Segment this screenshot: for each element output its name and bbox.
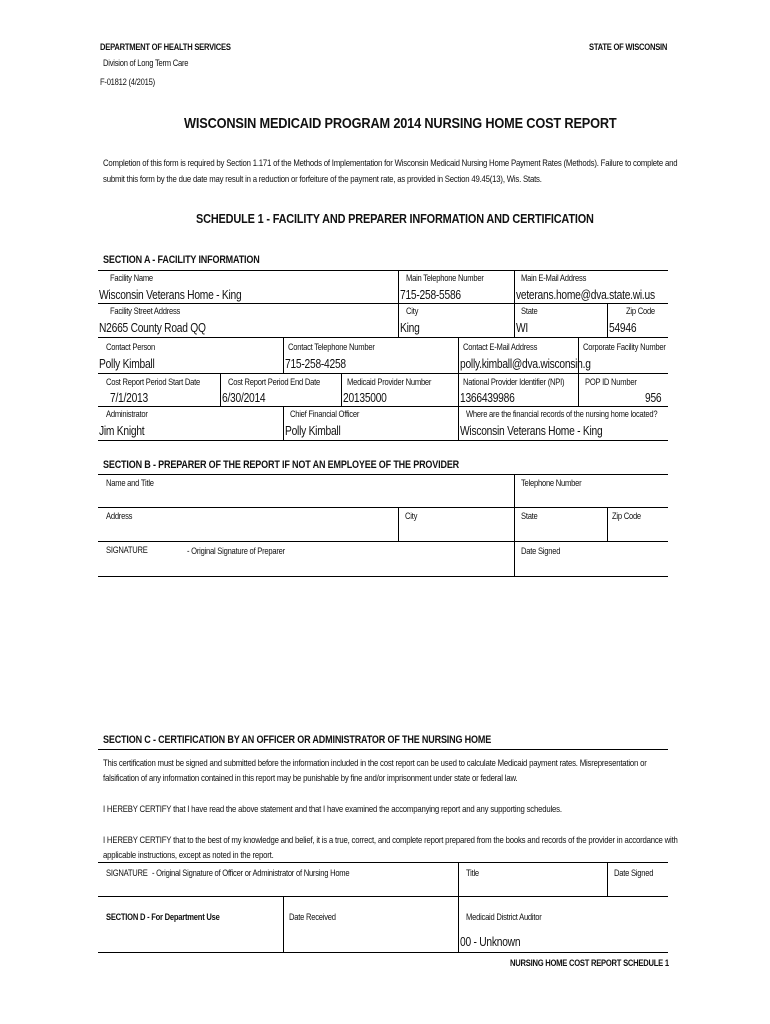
row-rule (98, 440, 668, 441)
divider (607, 862, 608, 896)
preparer-date-label: Date Signed (521, 546, 561, 557)
records-location-field[interactable]: Wisconsin Veterans Home - King (460, 424, 603, 438)
contact-phone-field[interactable]: 715-258-4258 (285, 357, 346, 371)
preparer-city-label: City (405, 511, 418, 522)
divider (458, 337, 459, 406)
row-rule (98, 507, 668, 508)
medicaid-number-field[interactable]: 20135000 (343, 391, 387, 405)
divider (283, 337, 284, 374)
divider (283, 406, 284, 440)
division-name: Division of Long Term Care (103, 58, 189, 69)
state-label-a: State (521, 306, 538, 317)
officer-title-label: Title (466, 868, 479, 879)
preparer-phone-label: Telephone Number (521, 478, 582, 489)
contact-email-label: Contact E-Mail Address (463, 342, 538, 353)
row-rule (98, 406, 668, 407)
footer-schedule-label: NURSING HOME COST REPORT SCHEDULE 1 (510, 958, 669, 969)
preparer-signature-label: SIGNATURE (106, 545, 148, 556)
row-rule (98, 337, 668, 338)
divider (398, 507, 399, 541)
preparer-state-label: State (521, 511, 538, 522)
state-field[interactable]: WI (516, 321, 529, 335)
schedule-title: SCHEDULE 1 - FACILITY AND PREPARER INFORMATION AND CERTIFICATION (196, 211, 594, 226)
state-label: STATE OF WISCONSIN (589, 42, 668, 53)
section-a-top-rule (98, 270, 668, 271)
cfo-label: Chief Financial Officer (290, 409, 360, 420)
preparer-address-label: Address (106, 511, 133, 522)
section-a-heading: SECTION A - FACILITY INFORMATION (103, 254, 260, 266)
period-start-field[interactable]: 7/1/2013 (110, 391, 148, 405)
npi-label: National Provider Identifier (NPI) (463, 377, 565, 388)
npi-field[interactable]: 1366439986 (460, 391, 515, 405)
administrator-field[interactable]: Jim Knight (99, 424, 145, 438)
auditor-label: Medicaid District Auditor (466, 912, 542, 923)
pop-id-field[interactable]: 956 (645, 391, 662, 405)
divider (514, 474, 515, 576)
main-email-label: Main E-Mail Address (521, 273, 587, 284)
city-label: City (406, 306, 419, 317)
page-title: WISCONSIN MEDICAID PROGRAM 2014 NURSING HOME COST REPORT (184, 115, 617, 132)
facility-name-label: Facility Name (110, 273, 153, 284)
facility-name-field[interactable]: Wisconsin Veterans Home - King (99, 288, 242, 302)
preparer-zip-label: Zip Code (612, 511, 641, 522)
certification-text-2: I HEREBY CERTIFY that I have read the above statement and that I have examined the accompanying report and any supporting schedules. (103, 804, 562, 815)
row-rule (98, 896, 668, 897)
preparer-signature-note: - Original Signature of Preparer (187, 546, 285, 557)
period-end-field[interactable]: 6/30/2014 (222, 391, 266, 405)
cfo-field[interactable]: Polly Kimball (285, 424, 341, 438)
divider (607, 507, 608, 541)
divider (220, 373, 221, 406)
section-d-heading: SECTION D - For Department Use (106, 912, 220, 923)
divider (283, 896, 284, 952)
administrator-label: Administrator (106, 409, 148, 420)
row-rule (98, 576, 668, 577)
contact-person-label: Contact Person (106, 342, 156, 353)
city-field[interactable]: King (400, 321, 420, 335)
officer-date-label: Date Signed (614, 868, 654, 879)
contact-email-field[interactable]: polly.kimball@dva.wisconsin.g (460, 357, 591, 371)
certification-text-1b: falsification of any information contained in this report may be punishable by fine and/or imprisonment under state or federal law. (103, 773, 518, 784)
divider (607, 303, 608, 337)
officer-signature-label: SIGNATURE (106, 868, 148, 879)
section-c-top-rule (98, 749, 668, 750)
section-b-top-rule (98, 474, 668, 475)
divider (458, 406, 459, 440)
zip-field[interactable]: 54946 (609, 321, 637, 335)
auditor-field[interactable]: 00 - Unknown (460, 935, 521, 949)
date-received-label: Date Received (289, 912, 336, 923)
form-number: F-01812 (4/2015) (100, 77, 155, 88)
corporate-number-label: Corporate Facility Number (583, 342, 666, 353)
officer-signature-note: - Original Signature of Officer or Administrator of Nursing Home (152, 868, 350, 879)
certification-text-3a: I HEREBY CERTIFY that to the best of my knowledge and belief, it is a true, correct, and complete report prepared from the books and records of the provider in accordance with (103, 835, 678, 846)
zip-label: Zip Code (626, 306, 655, 317)
period-start-label: Cost Report Period Start Date (106, 377, 200, 388)
divider (458, 896, 459, 952)
section-b-heading: SECTION B - PREPARER OF THE REPORT IF NOT AN EMPLOYEE OF THE PROVIDER (103, 459, 460, 471)
certification-text-3b: applicable instructions, except as noted in the report. (103, 850, 274, 861)
certification-text-1a: This certification must be signed and submitted before the information included in the cost report can be used to calculate Medicaid payment rates. Misrepresentation or (103, 758, 647, 769)
main-phone-field[interactable]: 715-258-5586 (400, 288, 461, 302)
intro-line-1: Completion of this form is required by Section 1.171 of the Methods of Implementation for Wisconsin Medicaid Nursing Home Payment Rates (Methods). Failure to complete and (103, 158, 678, 169)
intro-line-2: submit this form by the due date may result in a reduction or forfeiture of the payment rate, as provided in Section 49.45(13), Wis. Stats. (103, 174, 542, 185)
section-c-heading: SECTION C - CERTIFICATION BY AN OFFICER OR ADMINISTRATOR OF THE NURSING HOME (103, 734, 492, 746)
row-rule (98, 373, 668, 374)
divider (578, 337, 579, 406)
row-rule (98, 862, 668, 863)
street-field[interactable]: N2665 County Road QQ (99, 321, 206, 335)
contact-person-field[interactable]: Polly Kimball (99, 357, 155, 371)
main-phone-label: Main Telephone Number (406, 273, 484, 284)
contact-phone-label: Contact Telephone Number (288, 342, 375, 353)
divider (458, 862, 459, 896)
street-label: Facility Street Address (110, 306, 181, 317)
pop-id-label: POP ID Number (585, 377, 637, 388)
records-location-label: Where are the financial records of the nursing home located? (466, 409, 658, 420)
divider (341, 373, 342, 406)
row-rule (98, 541, 668, 542)
medicaid-number-label: Medicaid Provider Number (347, 377, 432, 388)
main-email-field[interactable]: veterans.home@dva.state.wi.us (516, 288, 655, 302)
preparer-name-label: Name and Title (106, 478, 154, 489)
row-rule (98, 952, 668, 953)
department-name: DEPARTMENT OF HEALTH SERVICES (100, 42, 231, 53)
row-rule (98, 303, 668, 304)
period-end-label: Cost Report Period End Date (228, 377, 320, 388)
